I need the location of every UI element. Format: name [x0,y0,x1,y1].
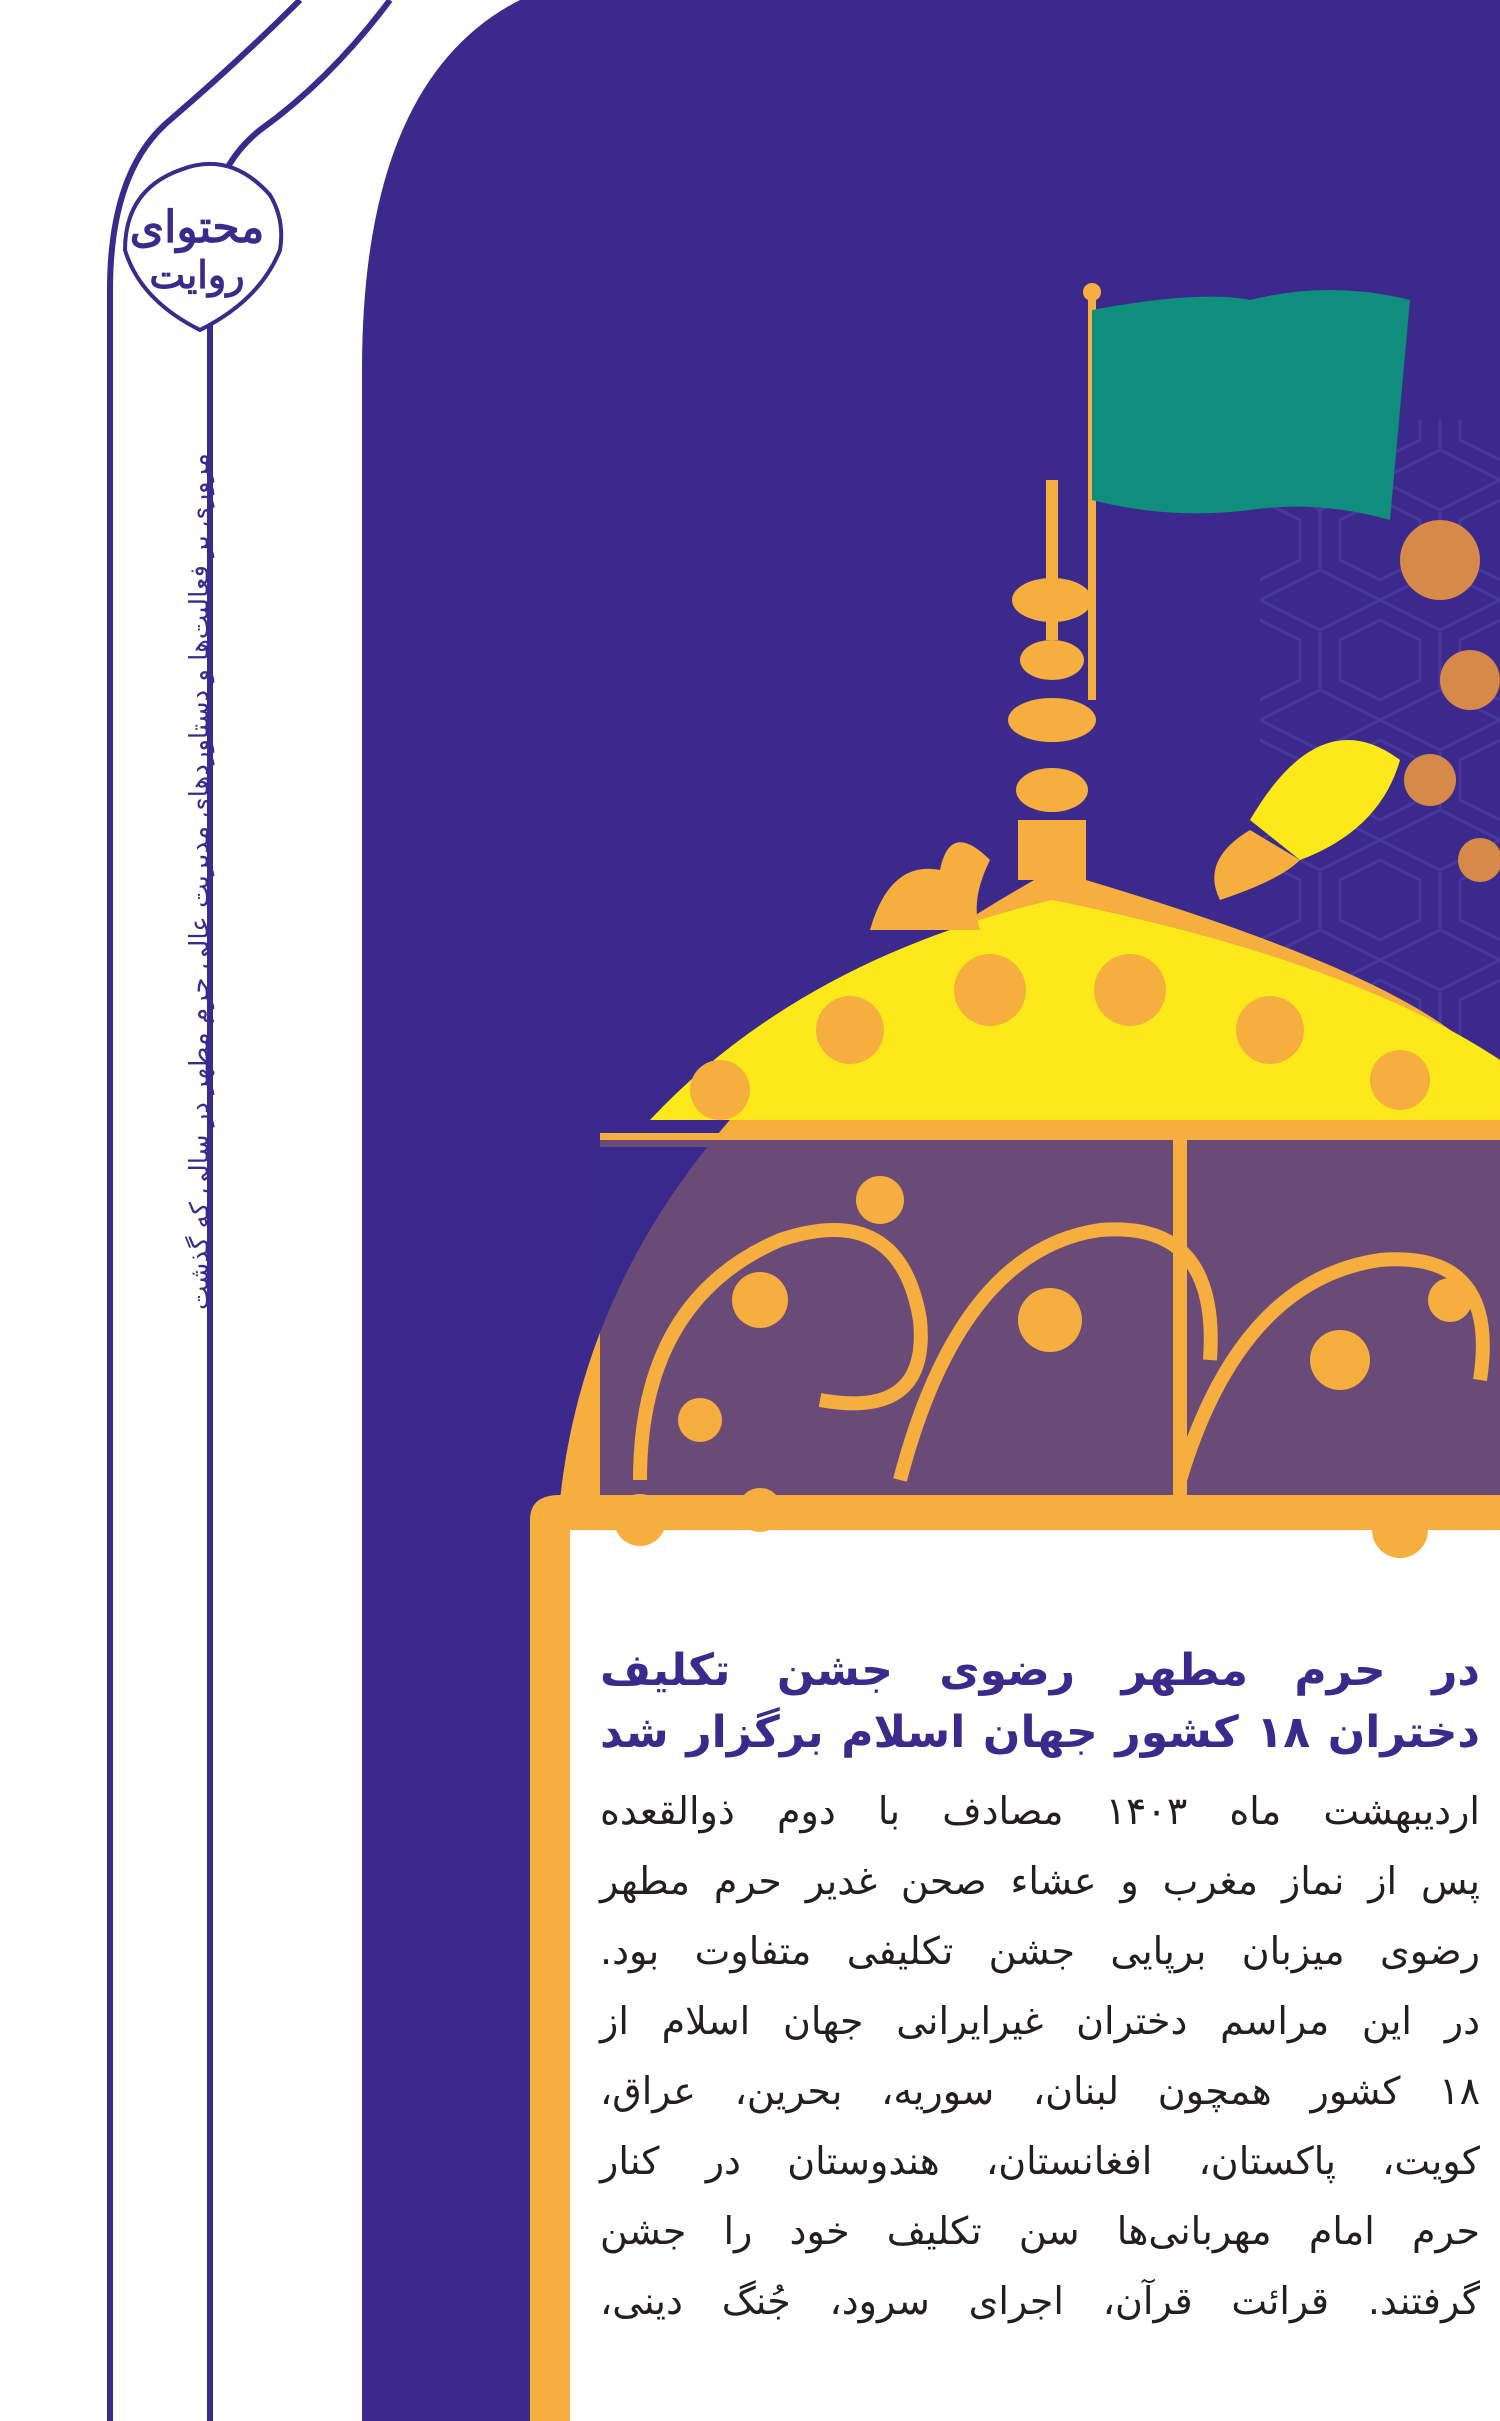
article-body [600,1776,1480,2336]
logo [112,180,282,320]
article-line: ۱۸ کشور همچون لبنان، سوریه، بحرین، عراق، [600,2069,1480,2113]
article [600,1640,1480,2336]
article-title: در حرم مطهر رضوی جشن تکلیف دختران ۱۸ کشور جهان اسلام برگزار شد [600,1645,1480,1758]
side-caption-text: مروری بر فعالیت‌ها و دستاوردهای مدیریت عالی حرم مطهر در سالی که گذشت [185,453,215,1310]
logo-line-2: روایت [149,252,245,297]
article-line: اردیبهشت ماه ۱۴۰۳ مصادف با دوم ذوالقعده [600,1789,1480,1833]
article-line: پس از نماز مغرب و عشاء صحن غدیر حرم مطهر [600,1859,1480,1903]
article-line: گرفتند. قرائت قرآن، اجرای سرود، جُنگ دینی، [600,2279,1480,2323]
article-line: رضوی میزبان برپایی جشن تکلیفی متفاوت بود. [600,1929,1480,1973]
logo-line-1: محتوای [129,202,265,253]
article-line: در این مراسم دختران غیرایرانی جهان اسلام از [600,1999,1480,2043]
article-line: کویت، پاکستان، افغانستان، هندوستان در کنار [600,2139,1480,2183]
article-line: حرم امام مهربانی‌ها سن تکلیف خود را جشن [600,2209,1480,2253]
